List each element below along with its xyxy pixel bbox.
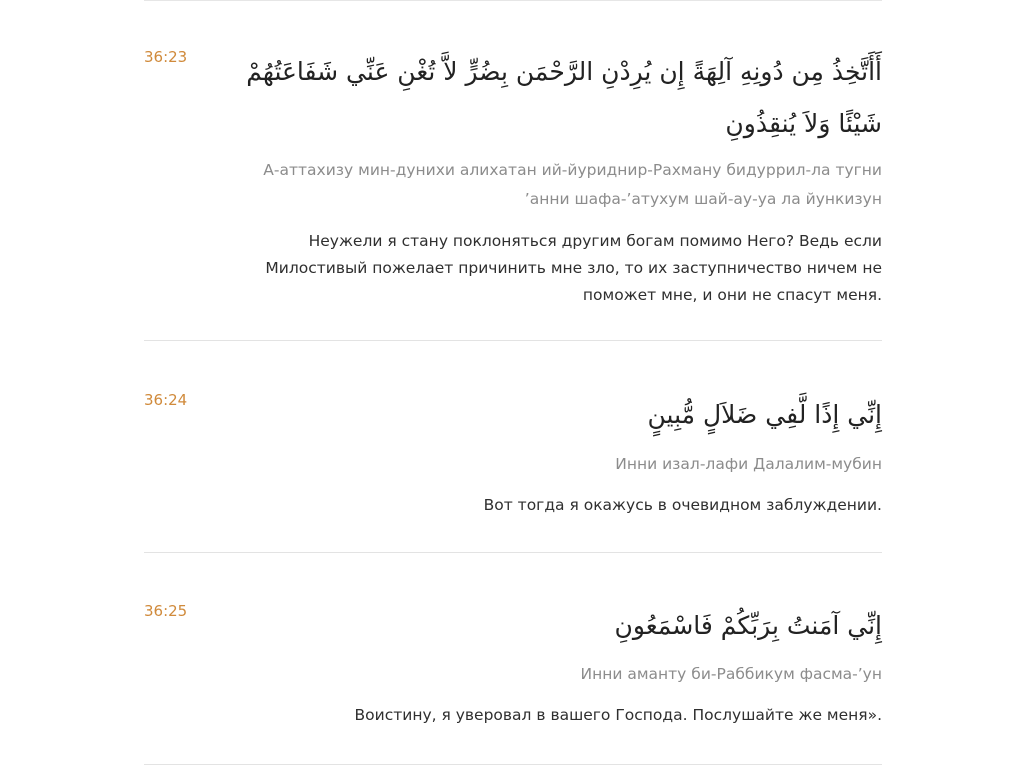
verse-divider [144,764,882,765]
transliteration-line: Инни изал-лафи Далалим-мубин [615,455,882,473]
arabic-text [246,46,882,150]
translation-line: Милостивый пожелает причинить мне зло, то их заступничество ничем не [265,259,882,277]
arabic-line: أَأَتَّخِذُ مِن دُونِهِ آلِهَةً إِن يُرِدْنِ الرَّحْمَن بِضُرٍّ لاَّ تُغْنِ عَنِّي شَفَاعَتُهُمْ [246,57,882,86]
translation-text [265,228,882,309]
translation-text [355,702,882,729]
verse-block-36-24 [144,389,882,529]
top-divider [144,0,882,1]
verse-number[interactable]: 36:25 [144,602,188,620]
verse-number[interactable]: 36:24 [144,391,188,409]
transliteration-text [615,450,882,479]
translation-line: Неужели я стану поклоняться другим богам помимо Него? Ведь если [308,232,882,250]
verse-divider [144,340,882,341]
arabic-line: شَيْئًا وَلاَ يُنقِذُونِ [725,109,882,138]
arabic-text [615,600,882,652]
translation-line: поможет мне, и они не спасут меня. [582,286,882,304]
transliteration-text [580,660,882,689]
arabic-line: إِنِّي آمَنتُ بِرَبِّكُمْ فَاسْمَعُونِ [614,611,882,640]
translation-line: Вот тогда я окажусь в очевидном заблуждении. [483,496,882,514]
arabic-text [648,389,882,441]
verse-block-36-25 [144,600,882,740]
transliteration-line: Инни аманту би-Раббикум фасма-ʼун [580,665,882,683]
transliteration-text [263,156,882,214]
transliteration-line: ʼанни шафа-ʼатухум шай-ау-уа ла йункизун [524,190,882,208]
verse-divider [144,552,882,553]
translation-text [484,492,882,519]
verse-number[interactable]: 36:23 [144,48,188,66]
verse-block-36-23 [144,46,882,316]
arabic-line: إِنِّي إِذًا لَّفِي ضَلاَلٍ مُّبِينٍ [647,400,882,429]
translation-line: Воистину, я уверовал в вашего Господа. Послушайте же меня». [354,706,882,724]
transliteration-line: А-аттахизу мин-дунихи алихатан ий-йуриднир-Рахману бидуррил-ла тугни [263,161,882,179]
